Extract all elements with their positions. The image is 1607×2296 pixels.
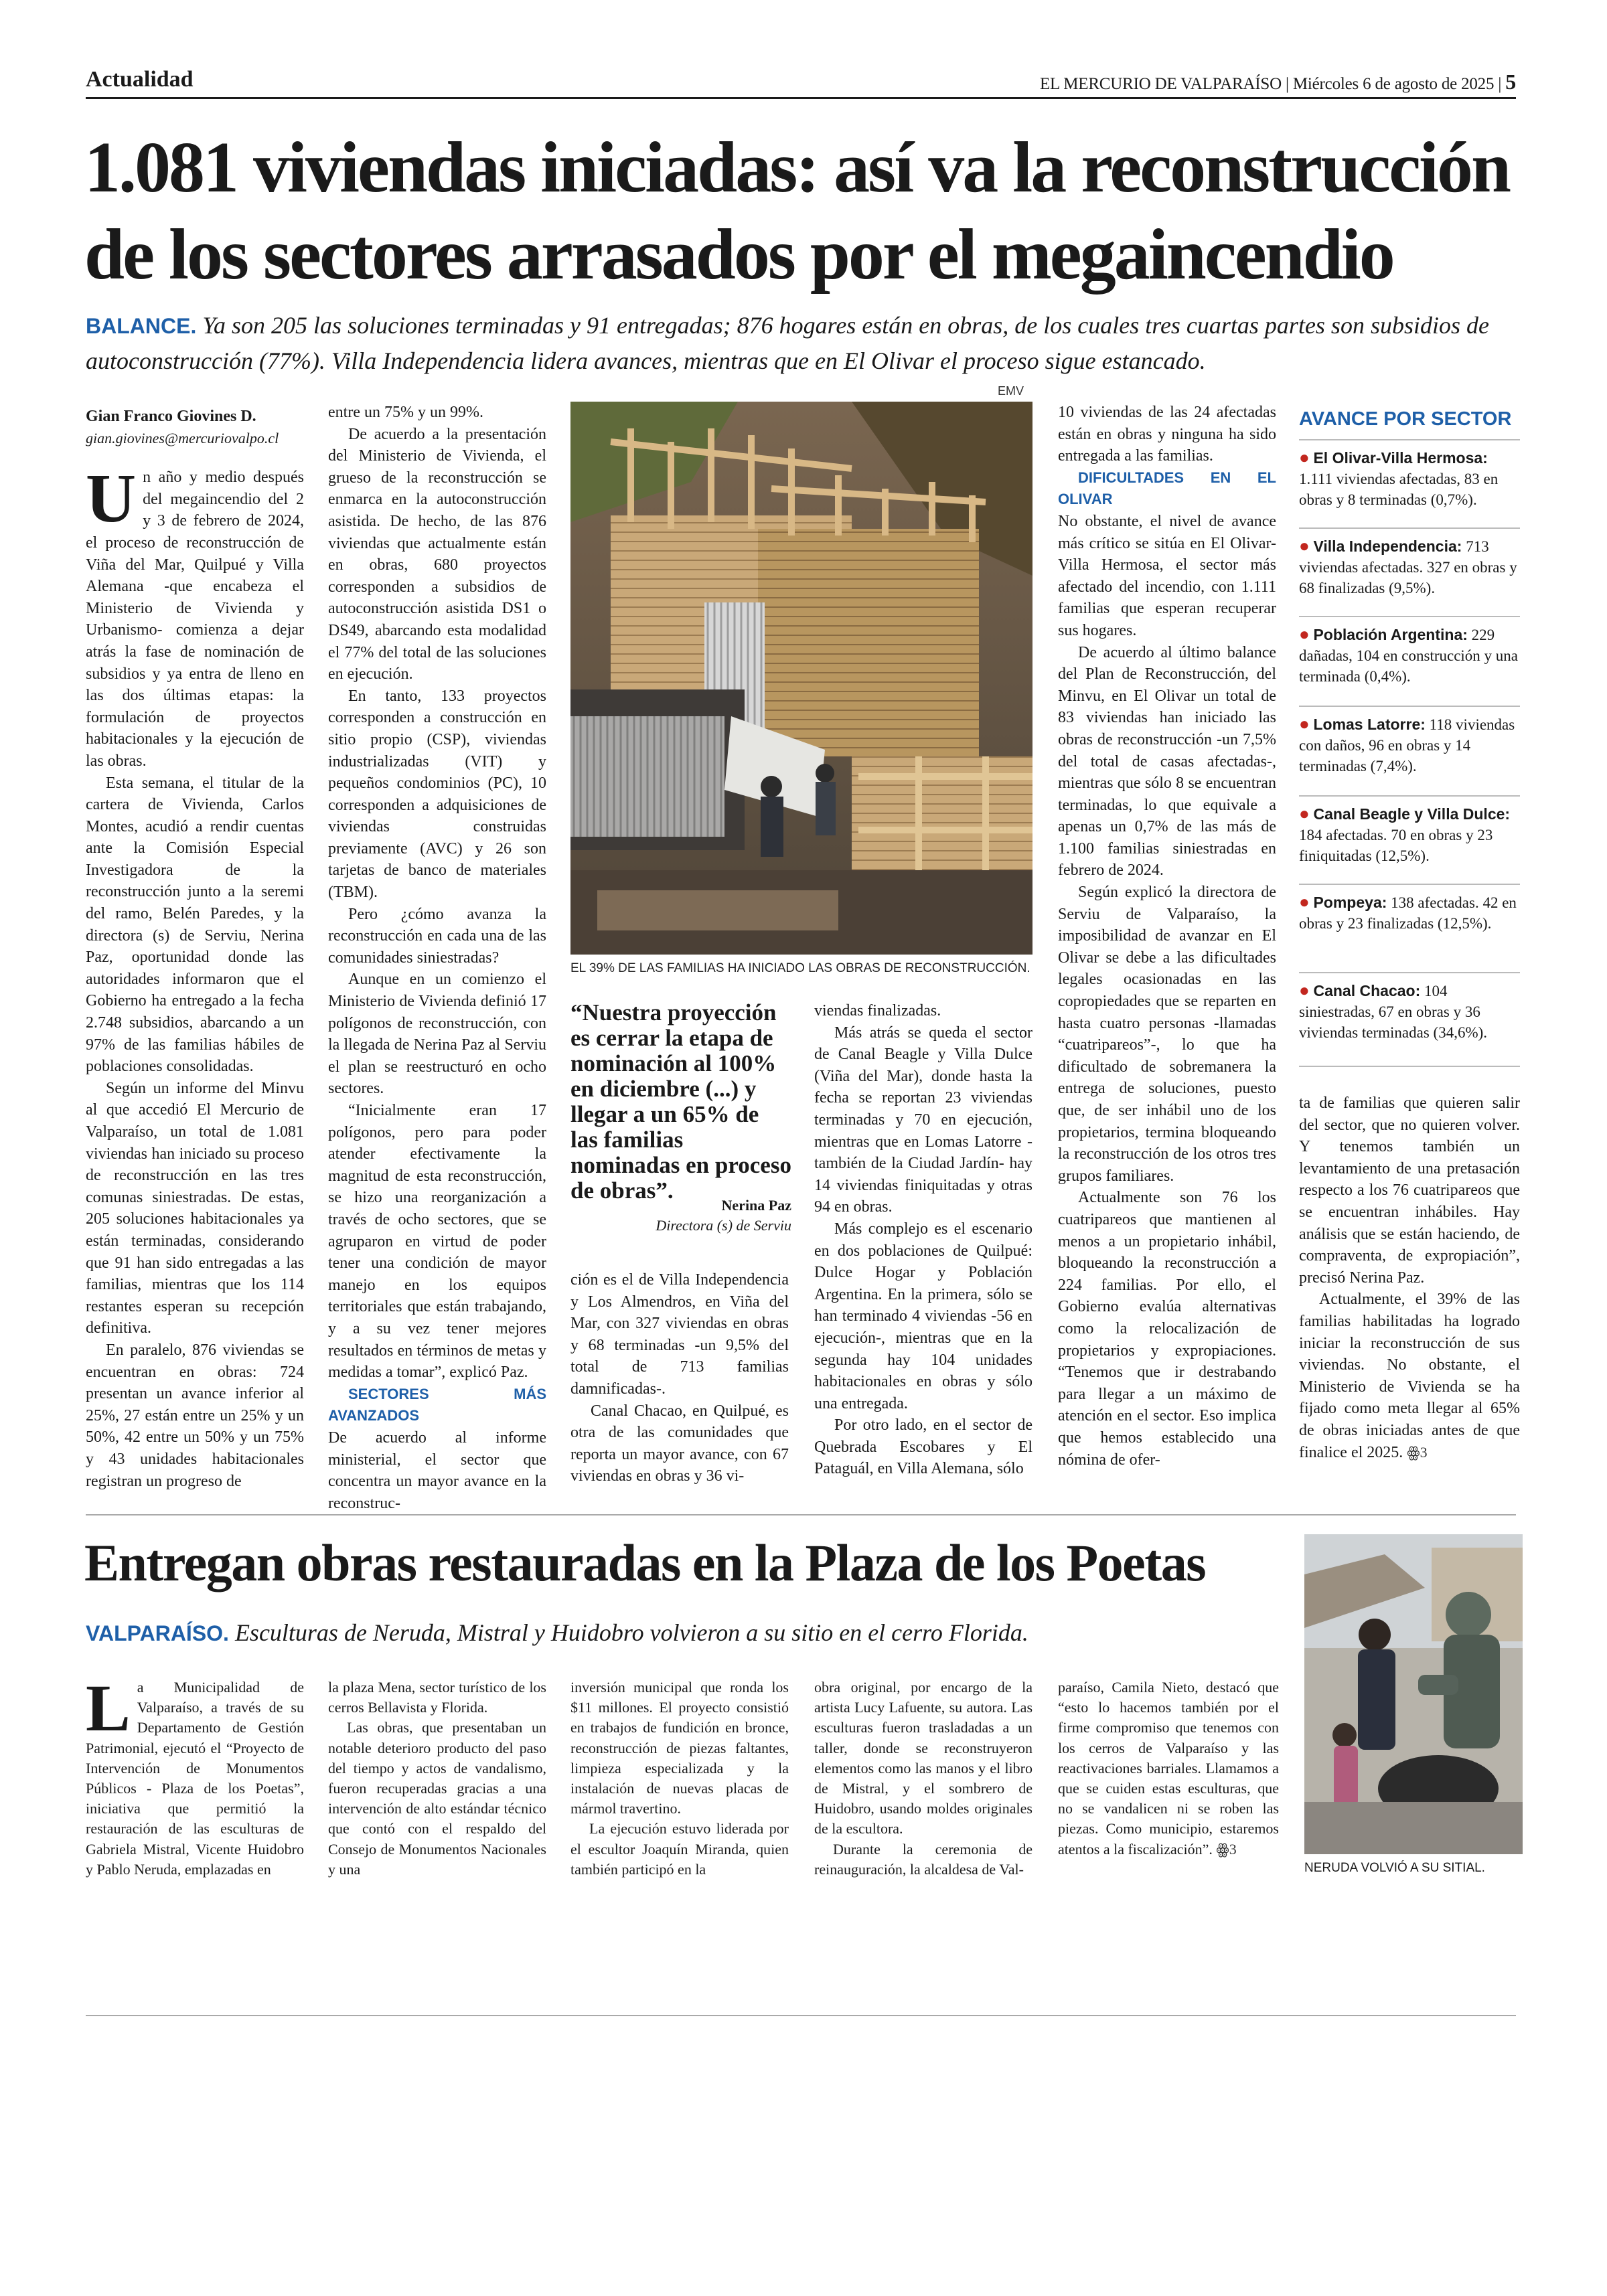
paragraph: “Inicialmente eran 17 polígonos, pero para poder atender efectivamente la magnitud de esta reconstrucción, se hizo una reorganización a través de ocho sectores, que se agruparon en virtud de poder tener una condición de mayor manejo en los equipos territoriales que están trabajando, y a su vez tener mejores resultados en términos de metas y medidas a tomar”, explicó Paz.: [328, 1102, 546, 1382]
header-rule: [86, 97, 1516, 99]
section-label: Actualidad: [86, 67, 194, 92]
article-column-5: [1058, 402, 1276, 1471]
paragraph: Más complejo es el escenario en dos poblaciones de Quilpué: Dulce Hogar y Población Argentina. En la primera, sólo se han terminado 4 viviendas -56 en ejecución-, mientras que en la segunda hay 104 unidades habitacionales en obras y sólo una entregada.: [814, 1220, 1032, 1412]
paragraph: De acuerdo a la presentación del Ministerio de Vivienda, el grueso de la reconstrucción se enmarca en la autoconstrucción asistida. De hecho, de las 876 viviendas que actualmente están en obras, 680 proyectos corresponden a subsidios de autoconstrucción asistida DS1 o DS49, abarcando esta modalidad el 77% del total de las soluciones en ejecución.: [328, 425, 546, 683]
sidebar-item: ● Villa Independencia: 713 viviendas afectadas. 327 en obras y 68 finalizadas (9,5%).: [1299, 536, 1517, 596]
house-construction-image: [570, 402, 1032, 955]
quote-author: Nerina Paz: [721, 1197, 791, 1214]
paragraph: La Municipalidad de Valparaíso, a través de su Departamento de Gestión Patrimonial, ejecutó el “Proyecto de Intervención de Monumentos Públicos - Plaza de los Poetas”, iniciativa que permitió la restauración de las esculturas de Gabriela Mistral, Vicente Huidobro y Pablo Neruda, emplazadas en: [86, 1671, 304, 1878]
paragraph: entre un 75% y un 99%.: [328, 404, 483, 421]
paragraph: Canal Chacao, en Quilpué, es otra de las comunidades que reporta un mayor avance, con 67 viviendas en obras y 36 vi-: [570, 1402, 789, 1485]
bullet-icon: ●: [1299, 804, 1310, 823]
paragraph: Según un informe del Minvu al que accedió El Mercurio de Valparaíso, un total de 1.081 viviendas han iniciado su proceso de reconstrucción en las tres comunas siniestradas. De estas, 205 soluciones habitacionales ya están terminadas, considerando que 91 han sido entregadas a las familias, mientras que los 114 restantes esperan su recepción definitiva.: [86, 1079, 304, 1337]
reconstruction-photo: [570, 402, 1032, 955]
author-email: gian.giovines@mercuriovalpo.cl: [86, 429, 279, 446]
paragraph: Por otro lado, en el sector de Quebrada Escobares y El Pataguál, en Villa Alemana, sólo: [814, 1416, 1032, 1478]
sidebar-item: ● El Olivar-Villa Hermosa: 1.111 viviendas afectadas, 83 en obras y 8 terminadas (0,7%).: [1299, 448, 1499, 508]
paragraph: La ejecución estuvo liderada por el escultor Joaquín Miranda, quien también participó en la: [570, 1820, 789, 1878]
paragraph: viendas finalizadas.: [814, 1002, 941, 1019]
sidebar-item: ● Canal Beagle y Villa Dulce: 184 afectadas. 70 en obras y 23 finiquitadas (12,5%).: [1299, 804, 1511, 864]
bullet-icon: ●: [1299, 981, 1310, 1000]
sidebar-rule: [1299, 972, 1520, 973]
sidebar-item: ● Canal Chacao: 104 siniestradas, 67 en obras y 36 viviendas terminadas (34,6%).: [1299, 981, 1488, 1041]
article2-headline: Entregan obras restauradas en la Plaza de los Poetas: [84, 1534, 1206, 1592]
lead-text: Esculturas de Neruda, Mistral y Huidobro volvieron a su sitio en el cerro Florida.: [234, 1619, 1028, 1646]
article2-column-1: [86, 1671, 304, 1880]
sidebar-rule: [1299, 1066, 1520, 1067]
paragraph: De acuerdo al último balance del Plan de Reconstrucción, del Minvu, en El Olivar un total de 83 viviendas han iniciado las obras de reconstrucción -un 7,5% del total de casas afectadas-, mientras que sólo 8 se encuentran terminadas, lo que equivale a apenas un 0,7% de las más de 1.100 familias siniestradas en febrero de 2024.: [1058, 643, 1276, 880]
paragraph: 10 viviendas de las 24 afectadas están en obras y ninguna ha sido entregada a las familias.: [1058, 404, 1276, 465]
neruda-statue-photo: [1304, 1534, 1523, 1854]
paragraph: Más atrás se queda el sector de Canal Beagle y Villa Dulce (Viña del Mar), donde hasta la fecha se reportan 23 viviendas terminadas y 70 en ejecución, mientras que en Lomas Latorre -también de la Ciudad Jardín- hay 14 viviendas finiquitadas y otras 94 en obras.: [814, 1023, 1032, 1216]
sidebar-title: AVANCE POR SECTOR: [1299, 408, 1512, 430]
quote-role: Directora (s) de Serviu: [656, 1217, 791, 1234]
paragraph: En tanto, 133 proyectos corresponden a construcción en sitio propio (CSP), viviendas industrializadas (VIT) y pequeños condominios (PC), 10 corresponden a adquisiciones de viviendas construidas previamente (AVC) y 26 son tarjetas de banco de materiales (TBM).: [328, 687, 546, 902]
drop-cap: U: [86, 460, 137, 538]
paragraph: Según explicó la directora de Serviu de Valparaíso, la imposibilidad de avanzar en El Olivar se debe a las dificultades legales ocasionadas en las copropiedades que se reparten en hasta cuatro personas -llamadas “cuatripareos”-, lo que ha dificultado de sobremanera la entrega de soluciones, puesto que, de ser inhábil uno de los propietarios, termina bloqueando la reconstrucción de los otros tres grupos familiares.: [1058, 884, 1276, 1185]
paragraph: ción es el de Villa Independencia y Los Almendros, en Viña del Mar, con 327 viviendas en obras y 68 terminadas -un 9,5% del total de 713 familias damnificadas-.: [570, 1271, 789, 1398]
masthead-info: EL MERCURIO DE VALPARAÍSO | Miércoles 6 de agosto de 2025 | 5: [1039, 70, 1516, 94]
paragraph: En paralelo, 876 viviendas se encuentran en obras: 724 presentan un avance inferior al 25%, 27 están entre un 25% y un 50%, 42 entre un 50% y un 75% y 43 unidades habitacionales registran un progreso de: [86, 1341, 304, 1490]
paragraph: Un año y medio después del megaincendio del 2 y 3 de febrero de 2024, el proceso de reconstrucción de Viña del Mar, Quilpué y Villa Alemana -que encabeza el Ministerio de Vivienda y Urbanismo- comienza a dejar atrás la fase de nominación de subsidios y ya entra de lleno en las dos últimas etapas: la formulación de proyectos habitacionales y la ejecución de las obras.: [86, 460, 304, 770]
paragraph: paraíso, Camila Nieto, destacó que “esto lo hacemos también por el firme compromiso que tenemos con los cerros de Valparaíso y las reactivaciones barriales. Llamamos a que se cuiden estas esculturas, que no se vandalicen ni se roben las piezas. Como municipio, estaremos atentos a la fiscalización”. ꙮ3: [1058, 1679, 1279, 1858]
publication-date: Miércoles 6 de agosto de 2025: [1292, 75, 1495, 93]
article2-column-5: [1058, 1677, 1279, 1860]
byline: Gian Franco Giovines D.: [86, 408, 256, 425]
article2-lead: [86, 1619, 1028, 1647]
lead-text: Ya son 205 las soluciones terminadas y 91 entregadas; 876 hogares están en obras, de los cuales tres cuartas partes son subsidios de autoconstrucción (77%). Villa Independencia lidera avances, mientras que en El Olivar el proceso sigue estancado.: [86, 312, 1489, 374]
article-headline: 1.081 viviendas iniciadas: así va la reconstrucción de los sectores arrasados por el megaincendio: [84, 128, 1510, 295]
sidebar-item: ● Lomas Latorre: 118 viviendas con daños, 96 en obras y 14 terminadas (7,4%).: [1299, 714, 1515, 774]
article2-column-2: [328, 1677, 546, 1880]
article-column-3: [570, 1269, 789, 1487]
article-column-2: [328, 402, 546, 1514]
end-mark-icon: ꙮ3: [1216, 1840, 1237, 1858]
section-divider: [86, 1514, 1516, 1515]
bullet-icon: ●: [1299, 714, 1310, 734]
statue-ceremony-image: [1304, 1534, 1523, 1854]
sidebar-rule: [1299, 616, 1520, 617]
footer-rule: [86, 2015, 1516, 2016]
paragraph: Durante la ceremonia de reinauguración, la alcaldesa de Val-: [814, 1840, 1032, 1878]
article-lead: [86, 308, 1519, 378]
pull-quote: “Nuestra proyección es cerrar la etapa de nominación al 100% en diciembre (...) y llegar a un 65% de las familias nominadas en proceso de obras”.: [570, 999, 791, 1204]
photo-credit: EMV: [998, 384, 1024, 398]
paragraph: Las obras, que presentaban un notable deterioro producto del paso del tiempo y actos de vandalismo, fueron recuperadas gracias a una intervención de alto estándar técnico que contó con el respaldo del Consejo de Monumentos Nacionales y una: [328, 1719, 546, 1878]
paragraph: Pero ¿cómo avanza la reconstrucción en cada una de las comunidades siniestradas?: [328, 905, 546, 967]
photo-caption: NERUDA VOLVIÓ A SU SITIAL.: [1304, 1861, 1485, 1875]
publication-name: EL MERCURIO DE VALPARAÍSO: [1039, 75, 1282, 93]
end-mark-icon: ꙮ3: [1407, 1443, 1428, 1461]
sidebar-item: ● Pompeya: 138 afectadas. 42 en obras y 23 finalizadas (12,5%).: [1299, 892, 1517, 932]
sidebar-rule: [1299, 795, 1520, 797]
lead-kicker: BALANCE.: [86, 314, 197, 338]
paragraph: No obstante, el nivel de avance más crítico se sitúa en El Olivar-Villa Hermosa, el sector más afectado del incendio, con 1.111 familias que esperan recuperar sus hogares.: [1058, 512, 1276, 639]
article-column-4: [814, 1000, 1032, 1480]
article2-column-4: [814, 1677, 1032, 1880]
article2-column-3: [570, 1677, 789, 1880]
subhead: DIFICULTADES EN EL OLIVAR: [1058, 469, 1276, 508]
page-number: 5: [1505, 70, 1516, 94]
paragraph: Aunque en un comienzo el Ministerio de Vivienda definió 17 polígonos de reconstrucción, con la llegada de Nerina Paz al Serviu el plan se reestructuró en ocho sectores.: [328, 971, 546, 1098]
subhead: SECTORES MÁS AVANZADOS: [328, 1385, 546, 1424]
photo-caption: EL 39% DE LAS FAMILIAS HA INICIADO LAS OBRAS DE RECONSTRUCCIÓN.: [570, 961, 1030, 975]
paragraph: ta de familias que quieren salir del sector, que no quieren volver. Y tenemos también un levantamiento de una pretasación respecto a los 76 cuatripareos que se encuentran inhábiles. Hay análisis que se están haciendo, de compraventa, de expropiación”, precisó Nerina Paz.: [1299, 1094, 1520, 1287]
sidebar-rule: [1299, 527, 1520, 529]
paragraph: obra original, por encargo de la artista Lucy Lafuente, su autora. Las esculturas fueron trasladadas a un taller, donde se reconstruyeron elementos como las manos y el libro de Mistral, y el sombrero de Huidobro, usando moldes originales de la escultora.: [814, 1679, 1032, 1837]
bullet-icon: ●: [1299, 892, 1310, 912]
sidebar-rule: [1299, 706, 1520, 707]
article-column-6: [1299, 1092, 1520, 1463]
paragraph: inversión municipal que ronda los $11 millones. El proyecto consistió en trabajos de fundición en bronce, reconstrucción de piezas faltantes, limpieza especializada y la instalación de nuevas placas de mármol travertino.: [570, 1679, 789, 1817]
article-column-1: [86, 406, 304, 1492]
paragraph: Actualmente son 76 los cuatripareos que mantienen al menos a un propietario inhábil, bloqueando la reconstrucción a 224 familias. Por ello, el Gobierno evalúa alternativas como la relocalización de propietarios y expropiaciones. “Tenemos que ir destrabando para llegar a un máximo de atención en el sector. Eso implica que hemos establecido una nómina de ofer-: [1058, 1189, 1276, 1469]
paragraph: Esta semana, el titular de la cartera de Vivienda, Carlos Montes, acudió a rendir cuentas ante la Comisión Especial Investigadora de la reconstrucción junto a la seremi del ramo, Belén Paredes, y la directora (s) de Serviu, Nerina Paz, oportunidad donde las autoridades informaron que el Gobierno ha entregado a la fecha 2.748 subsidios, abarcando a un 97% de las familias hábiles de poblaciones consolidadas.: [86, 774, 304, 1076]
paragraph: la plaza Mena, sector turístico de los cerros Bellavista y Florida.: [328, 1679, 546, 1716]
lead-kicker: VALPARAÍSO.: [86, 1621, 229, 1645]
sidebar-rule: [1299, 439, 1520, 440]
bullet-icon: ●: [1299, 536, 1310, 556]
sidebar-rule: [1299, 884, 1520, 885]
bullet-icon: ●: [1299, 448, 1310, 467]
paragraph: Actualmente, el 39% de las familias habilitadas ha logrado iniciar la reconstrucción de sus viviendas. No obstante, el Ministerio de Vivienda se ha fijado como meta llegar al 65% de obras iniciadas antes de que finalice el 2025. ꙮ3: [1299, 1291, 1520, 1461]
bullet-icon: ●: [1299, 625, 1310, 644]
paragraph: De acuerdo al informe ministerial, el sector que concentra un mayor avance en la reconstruc-: [328, 1428, 546, 1512]
sidebar-item: ● Población Argentina: 229 dañadas, 104 en construcción y una terminada (0,4%).: [1299, 625, 1519, 685]
drop-cap: L: [86, 1671, 131, 1745]
